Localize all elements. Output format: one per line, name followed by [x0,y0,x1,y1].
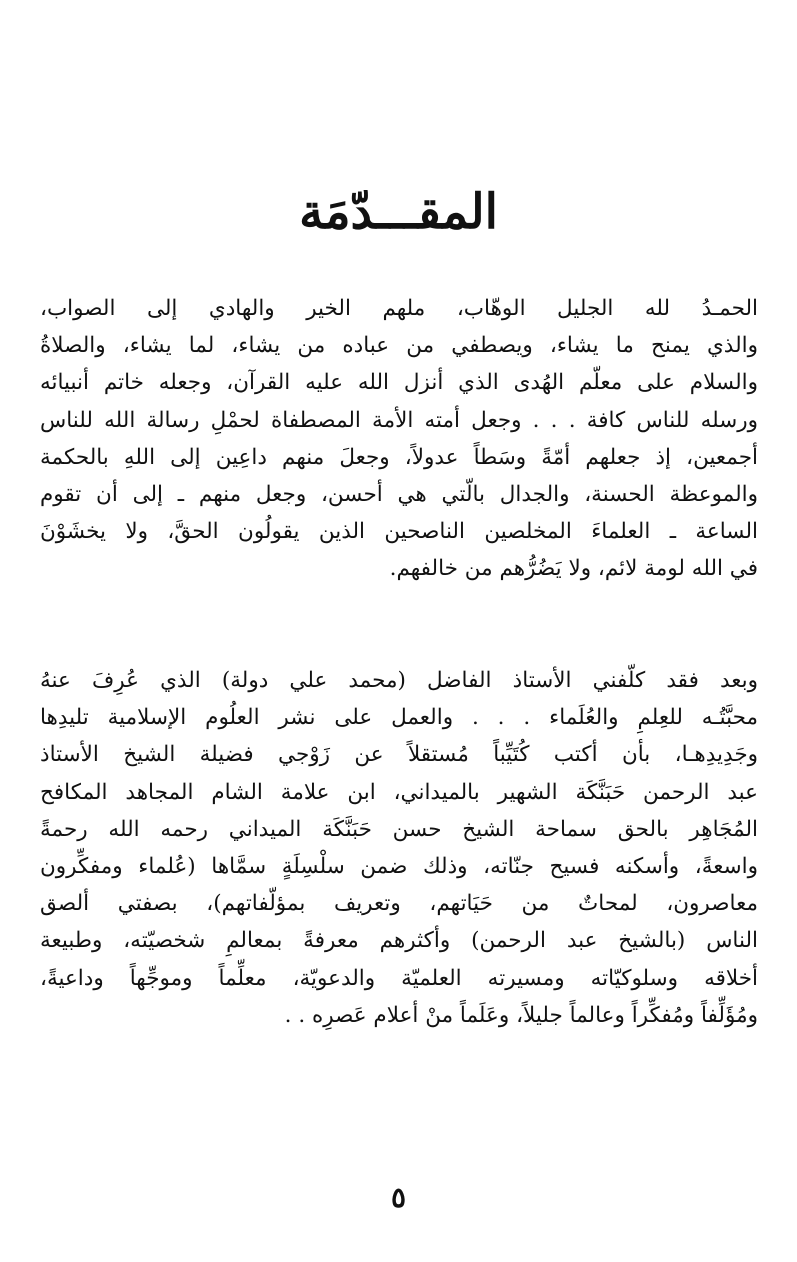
text-line: وبعد فقد كلّفني الأستاذ الفاضل (محمد علي دولة) الذي عُرِفَ عنهُ [40,668,758,693]
text-line: واسعةً، وأسكنه فسيح جنّاته، وذلك ضمن سلْسِلَةٍ سمَّاها (عُلماء ومفكِّرون [40,853,758,879]
text-line: الحمـدُ لله الجليل الوهّاب، ملهم الخير والهادي إلى الصواب، [40,296,758,321]
text-line: أجمعين، إذ جعلهم أمّةً وسَطاً عدولاً، وجعلَ منهم داعِين إلى اللهِ بالحكمة [40,444,758,470]
paragraph-intro [40,290,758,588]
text-line: معاصرون، لمحاتٌ من حَيَاتهم، وتعريف بمؤلّفاتهم)، بصفتي ألصق [40,891,758,917]
text-line: في الله لومة لائم، ولا يَضُرُّهم من خالفهم. [389,556,758,582]
text-line: وجَدِيدِهـا، بأن أكتب كُتَيِّباً مُستقلاً عن زَوْجي فضيلة الشيخ الأستاذ [40,742,758,768]
text-line: عبد الرحمن حَبَنَّكَة الشهير بالميداني، ابن علامة الشام المجاهد المكافح [40,779,758,805]
text-line: أخلاقه وسلوكيّاته ومسيرته العلميّة والدعويّة، معلِّماً وموجِّهاً وداعيةً، [40,965,758,991]
text-line: الناس (بالشيخ عبد الرحمن) وأكثرهم معرفةً بمعالمِ شخصيّته، وطبيعة [40,928,758,954]
text-line: محبَّتُـه للعِلمِ والعُلَماء . . . والعمل على نشر العلُوم الإسلامية تليدِها [40,705,758,731]
text-line: والذي يمنح ما يشاء، ويصطفي من عباده من يشاء، لما يشاء، والصلاةُ [40,333,758,359]
text-line: والموعظة الحسنة، والجدال بالّتي هي أحسن، وجعل منهم ـ إلى أن تقوم [40,481,758,507]
text-line: والسلام على معلّم الهُدى الذي أنزل الله عليه القرآن، وجعله خاتم أنبيائه [40,370,758,396]
text-line: الساعة ـ العلماءَ المخلصين الناصحين الذين يقولُون الحقَّ، ولا يخشَوْنَ [40,519,758,545]
page-number: ٥ [390,1181,407,1214]
paragraph-main [40,662,758,1034]
text-line: ورسله للناس كافة . . . وجعل أمته الأمة المصطفاة لحمْلِ رسالة الله للناس [40,407,758,433]
page-title: المقـــدّمَة [299,184,498,240]
text-line: المُجَاهِر بالحق سماحة الشيخ حسن حَبَنَّكَة الميداني رحمه الله رحمةً [40,816,758,842]
text-line: ومُؤَلِّفاً ومُفكِّراً وعالماً جليلاً، وعَلَماً منْ أعلام عَصرِه . . [284,1002,758,1028]
